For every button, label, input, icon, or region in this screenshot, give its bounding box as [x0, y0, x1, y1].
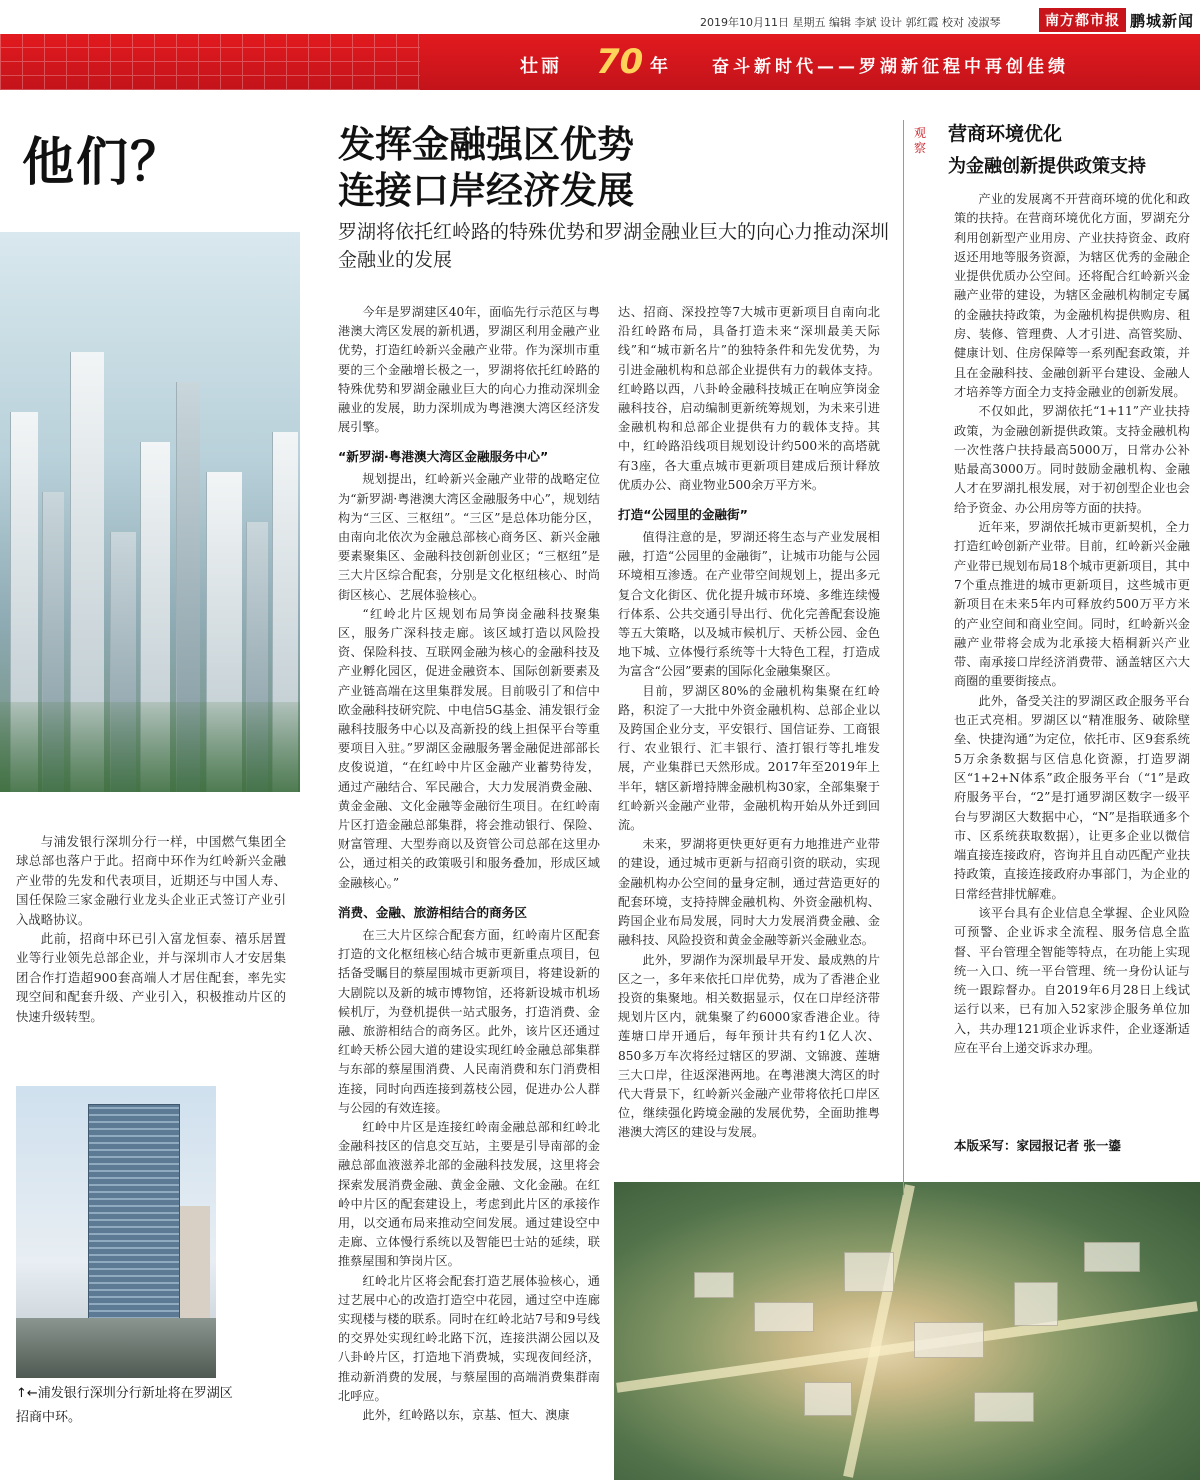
article-column-1 [338, 303, 600, 1425]
brand-block [1039, 8, 1194, 32]
left-column-text [16, 832, 286, 1026]
article-paragraph: 此外，罗湖作为深圳最早开发、最成熟的片区之一，多年来依托口岸优势，成为了香港企业投资的集聚地。相关数据显示，仅在口岸经济带规划片区内，就集聚了约6000家香港企业。待莲塘口岸开通后，每年预计共有约1亿人次、850多万车次将经过辖区的罗湖、文锦渡、莲塘三大口岸，往返深港两地。在粤港澳大湾区的时代大背景下，红岭新兴金融产业带将依托口岸区位，继续强化跨境金融的发展优势，全面助推粤港澳大湾区的建设与发展。 [618, 952, 880, 1140]
left-paragraph: 此前，招商中环已引入富龙恒泰、禧乐居置业等行业领先总部企业，并与深圳市人才安居集团合作打造超900套高端人才居住配套，率先实现空间和配套升级、产业引入，积极推动片区的快速升级转型。 [16, 931, 286, 1024]
paper-logo: 南方都市报 [1039, 8, 1126, 32]
article-column-2 [618, 303, 880, 1143]
aerial-district-photo [614, 1182, 1200, 1480]
article-paragraph: 红岭中片区是连接红岭南金融总部和红岭北金融科技区的信息交互站，主要是引导南部的金融总部血液滋养北部的金融科技发展，这里将会探索发展消费金融、黄金金融、文化金融。在红岭中片区的配套建设上，考虑到此片区的承接作用，以交通布局来推动空间发展。通过建设空中走廊、立体慢行系统以及智能巴士站的延续，联推蔡屋围和笋岗片区。 [338, 1119, 600, 1269]
banner-slogan: 奋斗新时代——罗湖新征程中再创佳绩 [712, 57, 1069, 77]
article-paragraph: 未来，罗湖将更快更好更有力地推进产业带的建设，通过城市更新与招商引资的联动，实现金融机构办公空间的量身定制，通过营造更好的配套环境，支持持牌金融机构、外资金融机构、跨国企业布局发展，同时大力发展消费金融、金融科技、风险投资和黄金金融等新兴金融业态。 [618, 837, 880, 948]
city-skyline-photo [0, 232, 300, 792]
article-paragraph: 此外，红岭路以东，京基、恒大、澳康 [362, 1407, 570, 1422]
headline-line-1: 发挥金融强区优势 [338, 123, 634, 166]
banner-year: 年 [650, 56, 668, 77]
banner-left-text: 壮丽 [520, 56, 562, 77]
issue-meta: 2019年10月11日 星期五 编辑 李斌 设计 郭红霞 校对 凌淑琴 [700, 16, 1001, 29]
article-paragraph: 规划提出，红岭新兴金融产业带的战略定位为“新罗湖·粤港澳大湾区金融服务中心”，规划结构为“三区、三枢纽”。“三区”是总体功能分区，由南向北依次为金融总部核心商务区、新兴金融要素聚集区、金融科技创新创业区；“三枢纽”是三大片区综合配套，分别是文化枢纽核心、时尚街区核心、艺展体验核心。 [338, 472, 600, 602]
section-heading: 打造“公园里的金融街” [618, 507, 748, 523]
bank-tower-photo [16, 1086, 216, 1378]
sidebar-body [954, 190, 1190, 1058]
sidebar-paragraph: 不仅如此，罗湖依托“1+11”产业扶持政策，为金融创新提供政策。支持金融机构一次性落户扶持最高5000万，日常办公补贴最高3000万。同时鼓励金融机构、金融人才在罗湖扎根发展，对于初创型企业也会给予资金、办公用房等方面的扶持。 [954, 404, 1190, 515]
article-paragraph: 今年是罗湖建区40年，面临先行示范区与粤港澳大湾区发展的新机遇，罗湖区利用金融产业优势，打造红岭新兴金融产业带。作为深圳市重要的三个金融增长极之一，罗湖将依托红岭路的特殊优势和罗湖金融业巨大的向心力推动深圳金融业的发展，助力深圳成为粤港澳大湾区经济发展引擎。 [338, 305, 600, 435]
kicker-headline: 他们？ [22, 133, 185, 193]
left-paragraph: 与浦发银行深圳分行一样，中国燃气集团全球总部也落户于此。招商中环作为红岭新兴金融产业带的先发和代表项目，近期还与中国人寿、国任保险三家金融行业龙头企业正式签订产业引入战略协议。 [16, 834, 286, 927]
sidebar-paragraph: 此外，备受关注的罗湖区政企服务平台也正式亮相。罗湖区以“精准服务、破除壁垒、快捷沟通”为定位，依托市、区9套系统5万余条数据与区信息化资源，打造罗湖区“1+2+N体系”政企服务平台（“1”是政府服务平台，“2”是打通罗湖区数字一级平台与罗湖区大数据中心，“N”是指联通多个市、区系统获取数据），让更多企业以微信端直接连接政府，咨询并且自动匹配产业扶持政策，直接连接政府办事部门，为企业的日常经营排忧解难。 [954, 693, 1190, 901]
article-paragraph: 在三大片区综合配套方面，红岭南片区配套打造的文化枢纽核心结合城市更新重点项目，包括备受瞩目的蔡屋围城市更新项目，将建设新的大剧院以及新的城市博物馆，还将新设城市机场候机厅，为登机提供一站式服务，打造消费、金融、旅游相结合的商务区。此外，该片区还通过红岭天桥公园大道的建设实现红岭金融总部集群与东部的蔡屋围消费、人民南消费和东门消费相连接，同时向西连接到荔枝公园，促进办公人群与公园的有效连接。 [338, 927, 600, 1115]
photo-caption: ↑←浦发银行深圳分行新址将在罗湖区招商中环。 [16, 1386, 233, 1425]
column-divider [903, 120, 904, 1195]
section-heading: “新罗湖·粤港澳大湾区金融服务中心” [338, 449, 549, 465]
article-paragraph: 目前，罗湖区80%的金融机构集聚在红岭路，积淀了一大批中外资金融机构、总部企业以及跨国企业分支，平安银行、国信证券、工商银行、农业银行、汇丰银行、渣打银行等扎堆发展，产业集群已天然形成。2017年至2019年上半年，辖区新增持牌金融机构30家，全部集聚于红岭新兴金融产业带，金融机构开始从外迁到回流。 [618, 683, 880, 833]
section-logo: 鹏城新闻 [1129, 11, 1194, 30]
sidebar-subtitle: 为金融创新提供政策支持 [948, 156, 1146, 177]
section-heading: 消费、金融、旅游相结合的商务区 [338, 904, 527, 920]
subheadline: 罗湖将依托红岭路的特殊优势和罗湖金融业巨大的向心力推动深圳金融业的发展 [338, 221, 890, 271]
main-headline [338, 122, 878, 214]
article-paragraph: 值得注意的是，罗湖还将生态与产业发展相融，打造“公园里的金融街”，让城市功能与公园环境相互渗透。在产业带空间规划上，提出多元复合文化街区、优化提升城市环境、多维连续慢行体系、公共交通引导出行、优化完善配套设施等五大策略，以及城市候机厅、天桥公园、金色地下城、立体慢行系统等十大特色工程，打造成为富含“公园”要素的国际化金融集聚区。 [618, 530, 880, 679]
section-banner [0, 34, 1200, 90]
headline-line-2: 连接口岸经济发展 [338, 169, 634, 212]
sidebar-paragraph: 该平台具有企业信息全掌握、企业风险可预警、企业诉求全流程、服务信息全监督、平台管理全智能等特点，在功能上实现统一入口、统一平台管理、统一身份认证与统一跟踪督办。自2019年6月28日上线试运行以来，已有加入52家涉企服务单位加入，共办理121项企业诉求件，企业逐渐适应在平台上递交诉求办理。 [954, 905, 1190, 1056]
article-paragraph: 红岭北片区将会配套打造艺展体验核心，通过艺展中心的改造打造空中花园，通过空中连廊实现楼与楼的联系。同时在红岭北站7号和9号线的交界处实现红岭北路下沉，连接洪湖公园以及八卦岭片区，打造地下消费城，实现夜间经济，推动新消费的发展，与蔡屋围的高端消费集群南北呼应。 [338, 1273, 600, 1403]
sidebar-paragraph: 近年来，罗湖依托城市更新契机，全力打造红岭创新产业带。目前，红岭新兴金融产业带已规划布局18个城市更新项目，其中7个重点推进的城市更新项目，这些城市更新项目在未来5年内可释放约500万平方米的产业空间和商业空间。同时，红岭新兴金融产业带将会成为北承接大梧桐新兴产业带、南承接口岸经济消费带、涵盖辖区六大商圈的重要街接点。 [954, 520, 1190, 689]
sidebar-title: 营商环境优化 [948, 123, 1063, 145]
article-paragraph: “红岭北片区规划布局笋岗金融科技聚集区，服务广深科技走廊。该区域打造以风险投资、保险科技、互联网金融为核心的金融科技及产业孵化园区，促进金融资本、国际创新要素及产业链高端在这里集群发展。目前吸引了和信中欧金融科技研究院、中电信5G基金、浦发银行金融科技服务中心以及高新投的线上担保平台等重要项目入驻。”罗湖区金融服务署金融促进部部长皮俊说道，“在红岭中片区金融产业蓄势待发，通过产融结合、军民融合，大力发展消费金融、黄金金融、文化金融等金融衍生项目。在红岭南片区打造金融总部集群，将会推动银行、保险、财富管理、大型券商以及资管公司总部在这里办公，通过相关的政策吸引和服务叠加，形成区域金融核心。” [338, 606, 600, 890]
byline: 本版采写：家园报记者 张一鎏 [954, 1138, 1121, 1153]
page-header [0, 0, 1200, 34]
sidebar-tag: 观察 [913, 126, 926, 155]
sidebar-paragraph: 产业的发展离不开营商环境的优化和政策的扶持。在营商环境优化方面，罗湖充分利用创新型产业用房、产业扶持资金、政府返还用地等服务资源，为辖区优秀的金融企业提供优质办公空间。还将配合红岭新兴金融产业带的建设，为辖区金融机构制定专属的金融扶持政策，为金融机构提供购房、租房、装修、管理费、人才引进、高管奖励、健康计划、住房保障等一系列配套政策，并且在金融科技、金融创新平台建设、金融人才培养等方面全力支持金融业的创新发展。 [954, 192, 1190, 399]
banner-pattern [0, 34, 420, 90]
banner-number: 70 [596, 42, 644, 82]
article-paragraph: 达、招商、深投控等7大城市更新项目自南向北沿红岭路布局，具备打造未来“深圳最美天际线”和“城市新名片”的独特条件和先发优势，为引进金融机构和总部企业提供有力的载体支持。红岭路以西，八卦岭金融科技城正在响应笋岗金融科技谷，启动编制更新统筹规划，为未来引进金融机构和总部企业提供有力的载体支持。其中，红岭路沿线项目规划设计约500米的高塔就有3座，各大重点城市更新项目建成后预计释放优质办公、商业物业500余万平方米。 [618, 305, 880, 492]
